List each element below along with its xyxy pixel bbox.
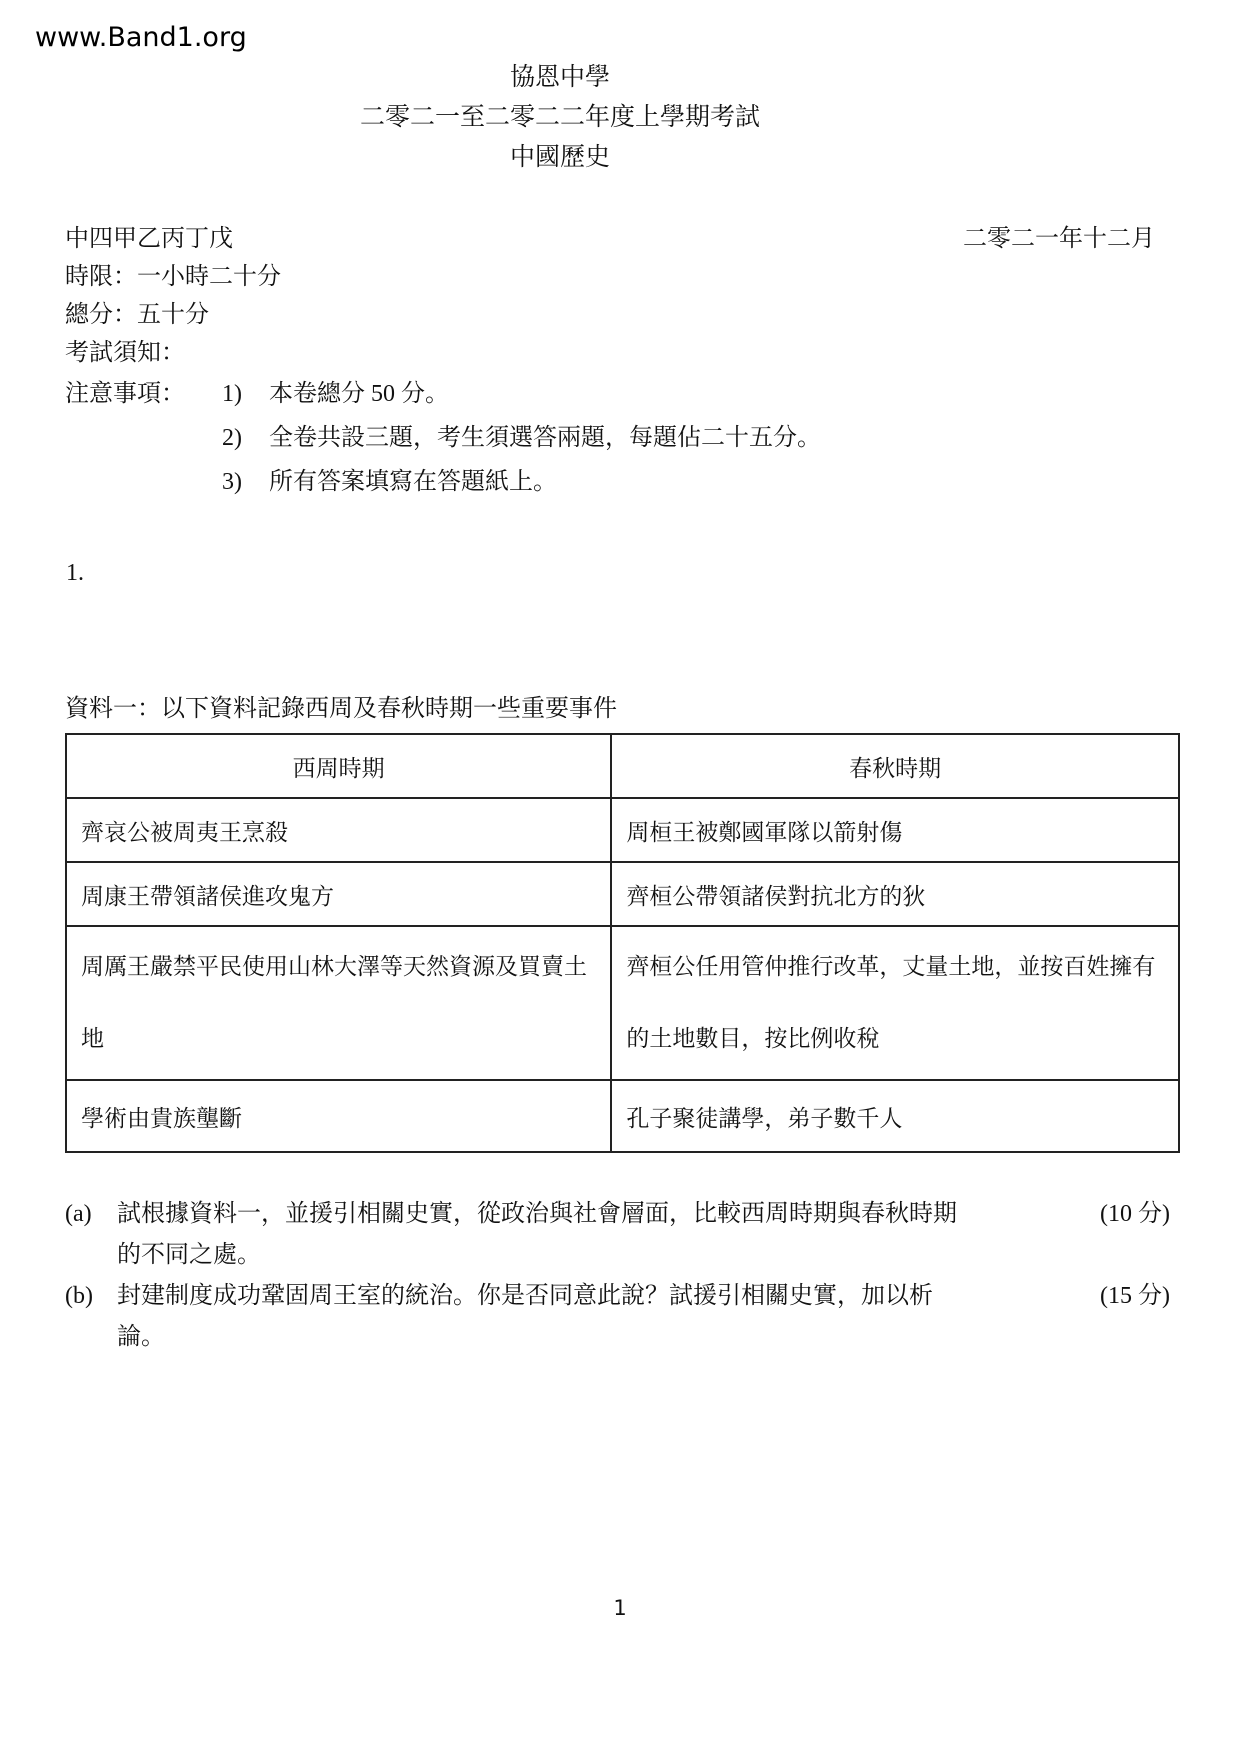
watermark-url: www.Band1.org bbox=[35, 22, 247, 53]
note-text: 本卷總分 50 分。 bbox=[269, 381, 449, 407]
table-cell: 周桓王被鄭國軍隊以箭射傷 bbox=[611, 798, 1179, 862]
subquestion-text: 試根據資料一，並援引相關史實，從政治與社會層面，比較西周時期與春秋時期的不同之處。 bbox=[117, 1201, 957, 1268]
class-date-line bbox=[65, 220, 1155, 258]
note-text: 全卷共設三題，考生須選答兩題，每題佔二十五分。 bbox=[269, 425, 821, 451]
subquestions-block bbox=[65, 1194, 1170, 1358]
column-header-western-zhou: 西周時期 bbox=[66, 734, 611, 798]
subquestion-b bbox=[65, 1276, 1170, 1358]
table-cell: 周康王帶領諸侯進攻鬼方 bbox=[66, 862, 611, 926]
subquestion-text: 封建制度成功鞏固周王室的統治。你是否同意此說？試援引相關史實，加以析論。 bbox=[117, 1283, 933, 1350]
table-row bbox=[66, 1080, 1179, 1152]
note-number: 3) bbox=[222, 469, 242, 495]
subquestion-label: (b) bbox=[65, 1283, 93, 1309]
source-intro: 資料一：以下資料記錄西周及春秋時期一些重要事件 bbox=[65, 696, 617, 722]
table-row bbox=[66, 798, 1179, 862]
table-header-row bbox=[66, 734, 1179, 798]
column-header-spring-autumn: 春秋時期 bbox=[611, 734, 1179, 798]
subquestion-marks: (15 分) bbox=[1100, 1283, 1170, 1309]
attention-label: 注意事項： bbox=[65, 381, 185, 407]
subquestion-a bbox=[65, 1194, 1170, 1276]
table-cell: 孔子聚徒講學，弟子數千人 bbox=[611, 1080, 1179, 1152]
table-cell: 齊桓公帶領諸侯對抗北方的狄 bbox=[611, 862, 1179, 926]
table-cell: 齊哀公被周夷王烹殺 bbox=[66, 798, 611, 862]
title-block bbox=[65, 58, 1055, 178]
note-item-1 bbox=[222, 372, 1155, 416]
page-number: 1 bbox=[613, 1596, 627, 1620]
table-row bbox=[66, 862, 1179, 926]
subquestion-label: (a) bbox=[65, 1201, 92, 1227]
note-number: 1) bbox=[222, 381, 242, 407]
subquestion-marks: (10 分) bbox=[1100, 1201, 1170, 1227]
exam-date: 二零二一年十二月 bbox=[963, 226, 1155, 252]
table-cell: 周厲王嚴禁平民使用山林大澤等天然資源及買賣土地 bbox=[66, 926, 611, 1080]
table-cell: 學術由貴族壟斷 bbox=[66, 1080, 611, 1152]
note-item-3 bbox=[222, 460, 1155, 504]
class-groups: 中四甲乙丙丁戊 bbox=[65, 226, 233, 252]
question-number: 1. bbox=[66, 560, 84, 586]
exam-title: 二零二一至二零二二年度上學期考試 bbox=[359, 104, 760, 131]
table-row bbox=[66, 926, 1179, 1080]
source-table bbox=[65, 733, 1180, 1153]
total-marks: 總分：五十分 bbox=[65, 302, 209, 328]
note-number: 2) bbox=[222, 425, 242, 451]
note-item-2 bbox=[222, 416, 1155, 460]
note-text: 所有答案填寫在答題紙上。 bbox=[269, 469, 557, 495]
subject-title: 中國歷史 bbox=[509, 144, 610, 171]
exam-notes-label: 考試須知： bbox=[65, 340, 185, 366]
table-cell: 齊桓公任用管仲推行改革，丈量土地，並按百姓擁有的土地數目，按比例收稅 bbox=[611, 926, 1179, 1080]
attention-section bbox=[65, 372, 1155, 504]
attention-notes-list bbox=[222, 372, 1155, 504]
time-limit: 時限：一小時二十分 bbox=[65, 264, 281, 290]
exam-info-block bbox=[65, 220, 1155, 504]
school-name: 協恩中學 bbox=[509, 64, 610, 91]
